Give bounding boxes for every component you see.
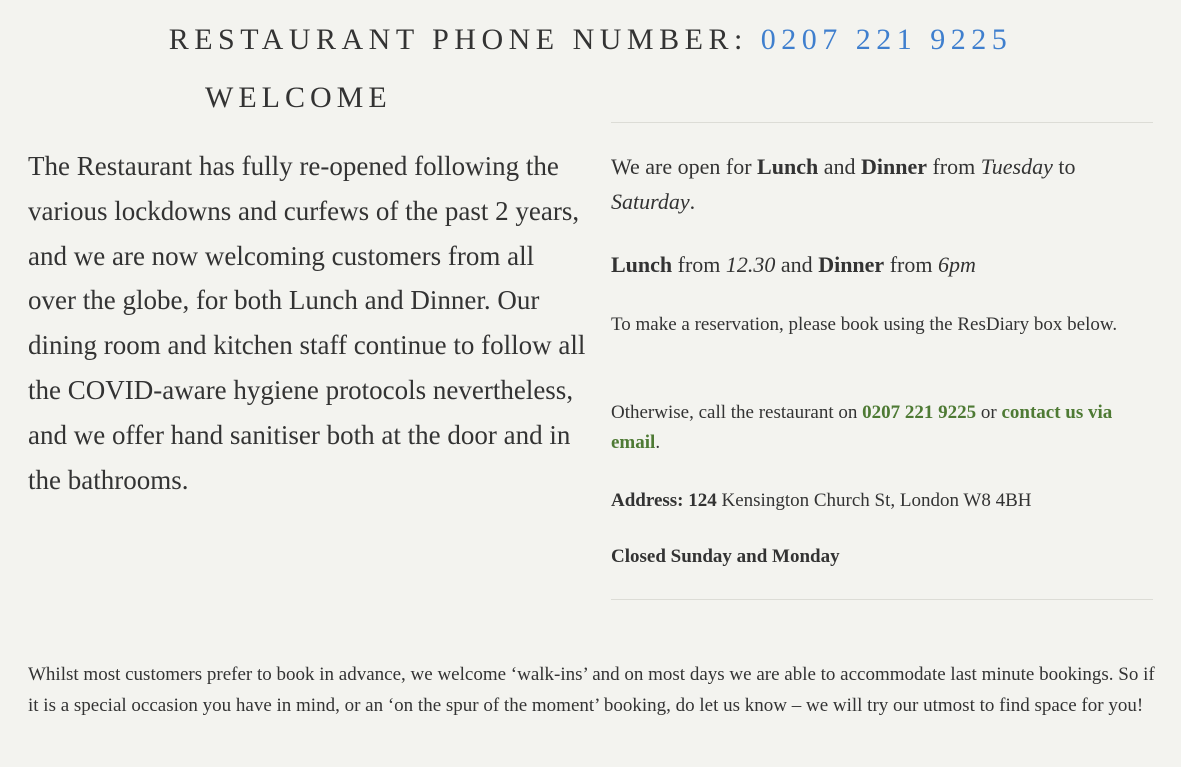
times-and: and (780, 252, 813, 277)
open-to: to (1058, 154, 1076, 179)
info-phone-link[interactable]: 0207 221 9225 (862, 402, 977, 423)
times-dinner: Dinner (818, 252, 885, 277)
call-text (611, 398, 1153, 458)
times-from-1: from (677, 252, 721, 277)
call-end: . (655, 432, 661, 453)
opening-days-text (611, 149, 1153, 219)
restaurant-phone-header (0, 22, 1181, 58)
times-from-2: from (889, 252, 933, 277)
open-end: . (689, 189, 696, 214)
intro-paragraph: The Restaurant has fully re-opened following the various lockdowns and curfews of the past 2 years, and we are now welcoming customers from all over the globe, for both Lunch and Dinner. Our dining room and kitchen staff continue to follow all the COVID-aware hygiene protocols nevertheless, and we offer hand sanitiser both at the door and in the bathrooms. (28, 151, 586, 495)
open-to-day: Saturday (611, 189, 690, 214)
address-number: 124 (688, 490, 717, 511)
closed-days-text: Closed Sunday and Monday (611, 546, 840, 567)
address-text (611, 486, 1153, 516)
times-lunch: Lunch (611, 252, 673, 277)
header-phone-link[interactable]: 0207 221 9225 (760, 23, 1013, 56)
open-prefix: We are open for (611, 154, 752, 179)
call-or: or (980, 402, 997, 423)
dinner-time: 6pm (937, 252, 976, 277)
open-from: from (932, 154, 976, 179)
address-street: Kensington Church St, London W8 4BH (721, 490, 1032, 511)
service-times-text (611, 249, 1153, 281)
call-prefix: Otherwise, call the restaurant on (611, 402, 858, 423)
open-and: and (823, 154, 856, 179)
contact-email-link[interactable]: contact us via email (611, 402, 1113, 453)
lunch-time: 12.30 (725, 252, 776, 277)
welcome-heading: WELCOME (205, 81, 392, 114)
address-label: Address: (611, 490, 684, 511)
open-lunch: Lunch (757, 154, 819, 179)
walk-ins-paragraph: Whilst most customers prefer to book in advance, we welcome ‘walk-ins’ and on most days we are able to accommodate last minute bookings. So if it is a special occasion you have in mind, or an ‘on the spur of the moment’ booking, do let us know – we will try our utmost to find space for you! (28, 664, 1155, 716)
phone-label: RESTAURANT PHONE NUMBER: (168, 23, 748, 56)
open-dinner: Dinner (860, 154, 927, 179)
opening-info-panel (611, 122, 1153, 600)
reservation-text: To make a reservation, please book using the ResDiary box below. (611, 314, 1118, 335)
open-from-day: Tuesday (980, 154, 1053, 179)
